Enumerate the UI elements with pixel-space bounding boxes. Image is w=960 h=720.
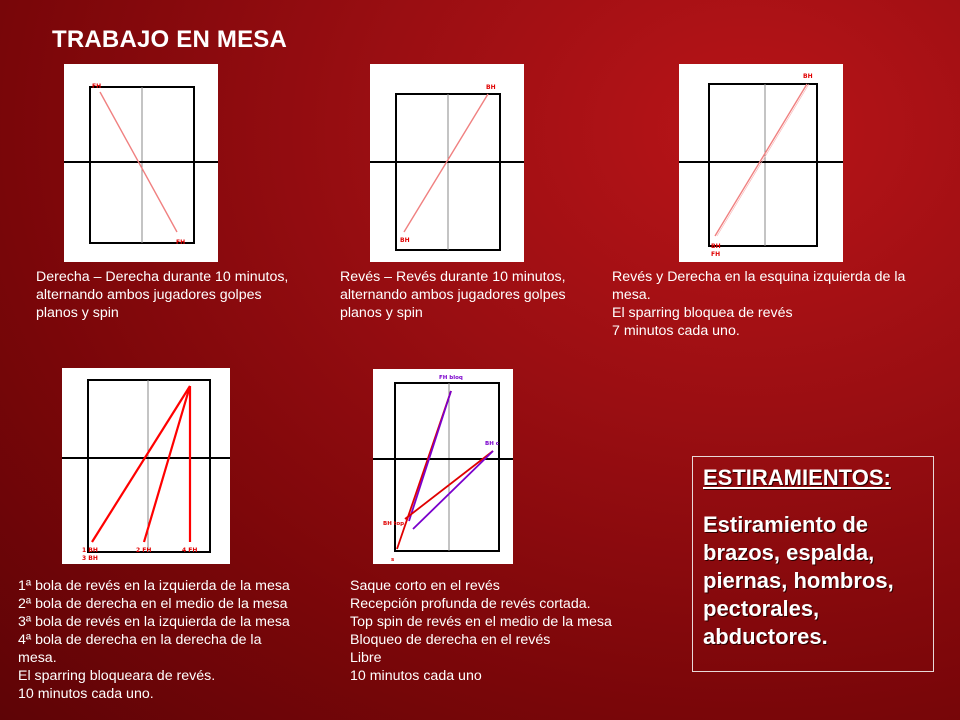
caption-line: El sparring bloquea de revés: [612, 305, 793, 321]
caption-line: Libre: [350, 650, 382, 666]
caption-sequence-drill: [18, 577, 338, 703]
table-diagram-backhand-svg: [370, 64, 524, 262]
table-diagram-serve-svg: [373, 369, 513, 564]
caption-line: Recepción profunda de revés cortada.: [350, 596, 591, 612]
table-diagram-forehand-svg: [64, 64, 218, 262]
label-4-fh: 4 FH: [182, 547, 198, 554]
caption-line: alternando ambos jugadores golpes: [340, 287, 566, 303]
caption-forehand-drill: [36, 268, 336, 322]
caption-line: 7 minutos cada uno.: [612, 323, 740, 339]
slide-title: TRABAJO EN MESA: [52, 26, 288, 53]
stretching-body: Estiramiento de brazos, espalda, piernas, hombros, pectorales, abductores.: [703, 512, 894, 649]
ball-trajectory-forehand: [717, 84, 809, 236]
label-top-fh: FH: [92, 83, 102, 90]
caption-line: 1ª bola de revés en la izquierda de la mesa: [18, 578, 290, 594]
stretching-box: [692, 456, 934, 672]
caption-line: Revés y Derecha en la esquina izquierda de la: [612, 269, 906, 285]
label-bottom-fh: FH: [176, 239, 186, 246]
label-2-fh: 2 FH: [136, 547, 152, 554]
label-1-bh: 1 BH: [82, 547, 98, 554]
caption-line: Top spin de revés en el medio de la mesa: [350, 614, 612, 630]
caption-line: El sparring bloqueara de revés.: [18, 668, 216, 684]
caption-line: alternando ambos jugadores golpes: [36, 287, 262, 303]
table-diagram-sequence: [62, 368, 230, 564]
table-diagram-serve: [373, 369, 513, 564]
caption-line: 3ª bola de revés en la izquierda de la mesa: [18, 614, 290, 630]
caption-line: 10 minutos cada uno.: [18, 686, 154, 702]
trajectory-topspin: [413, 451, 493, 529]
caption-line: planos y spin: [36, 305, 119, 321]
caption-line: mesa.: [612, 287, 651, 303]
caption-line: 10 minutos cada uno: [350, 668, 482, 684]
caption-line: Derecha – Derecha durante 10 minutos,: [36, 269, 289, 285]
table-diagram-sequence-svg: [62, 368, 230, 564]
label-bh-c: BH c: [485, 441, 499, 447]
trajectory-block: [409, 391, 451, 521]
table-diagram-forehand: [64, 64, 218, 262]
label-bh-top: BH top: [383, 521, 405, 527]
caption-line: 4ª bola de derecha en la derecha de la: [18, 632, 262, 648]
table-outline: [709, 84, 817, 246]
label-3-bh: 3 BH: [82, 555, 98, 562]
stretching-title: ESTIRAMIENTOS:: [703, 465, 891, 490]
label-bottom-bh: BH: [711, 243, 721, 250]
trajectory-1: [92, 386, 190, 542]
ball-trajectory-backhand: [715, 84, 807, 236]
table-diagram-corner: [679, 64, 843, 262]
label-bottom-fh: FH: [711, 251, 721, 258]
label-fh-bloq: FH bloq: [439, 375, 463, 381]
caption-line: 2ª bola de derecha en el medio de la mesa: [18, 596, 288, 612]
table-outline: [395, 383, 499, 551]
label-top-bh: BH: [486, 84, 496, 91]
caption-line: planos y spin: [340, 305, 423, 321]
label-s: s: [391, 557, 395, 563]
label-bottom-bh: BH: [400, 237, 410, 244]
caption-line: Revés – Revés durante 10 minutos,: [340, 269, 566, 285]
label-top-bh: BH: [803, 73, 813, 80]
caption-serve-drill: [350, 577, 670, 685]
caption-line: mesa.: [18, 650, 57, 666]
caption-line: Saque corto en el revés: [350, 578, 500, 594]
table-diagram-corner-svg: [679, 64, 843, 262]
caption-corner-drill: [612, 268, 952, 340]
trajectory-2: [144, 386, 190, 542]
caption-line: Bloqueo de derecha en el revés: [350, 632, 551, 648]
table-diagram-backhand: [370, 64, 524, 262]
caption-backhand-drill: [340, 268, 610, 322]
